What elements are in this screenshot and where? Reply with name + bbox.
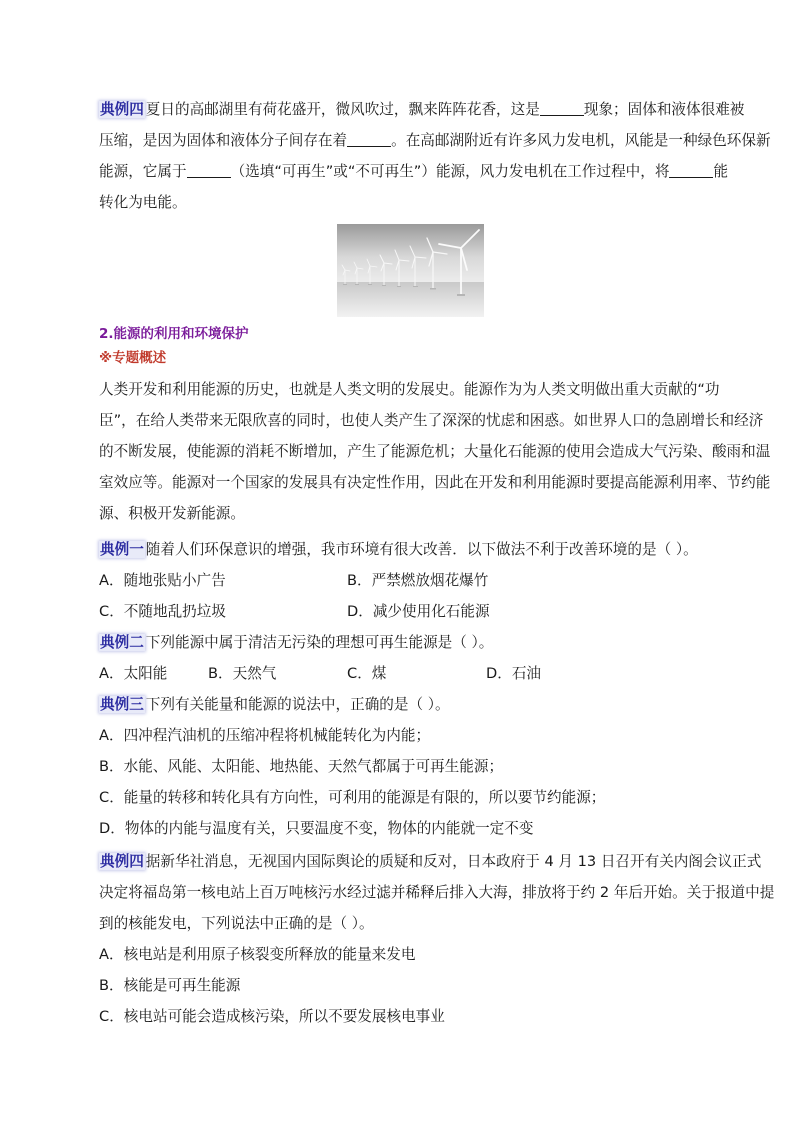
ex4b-line-1 bbox=[99, 852, 762, 872]
ex4a-text-3c: 能 bbox=[713, 163, 729, 180]
answer-blank[interactable] bbox=[669, 163, 713, 178]
wind-turbine-illustration bbox=[337, 224, 484, 317]
ex2-question-text: 下列能源中属于清洁无污染的理想可再生能源是（ ）。 bbox=[145, 634, 494, 651]
ex1-option-c[interactable]: C．不随地乱扔垃圾 bbox=[99, 603, 226, 620]
ex4b-text-3: 到的核能发电，下列说法中正确的是（ ）。 bbox=[99, 915, 374, 932]
ex4a-text-3a: 能源，它属于 bbox=[99, 163, 187, 180]
ex3-option-a[interactable]: A．四冲程汽油机的压缩冲程将机械能转化为内能； bbox=[99, 727, 431, 744]
section-title-text: 2.能源的利用和环境保护 bbox=[99, 326, 249, 342]
ex1-option-b[interactable]: B．严禁燃放烟花爆竹 bbox=[347, 572, 489, 589]
example-tag: 典例四 bbox=[100, 101, 144, 118]
overview-label-text: ※专题概述 bbox=[99, 350, 167, 366]
ex4b-option-b[interactable]: B．核能是可再生能源 bbox=[99, 977, 241, 994]
ex3-option-d[interactable]: D．物体的内能与温度有关，只要温度不变，物体的内能就一定不变 bbox=[99, 820, 534, 837]
section-title bbox=[99, 324, 739, 344]
ex2-option-d[interactable]: D．石油 bbox=[486, 665, 542, 682]
ex4b-option-a[interactable]: A．核电站是利用原子核裂变所释放的能量来发电 bbox=[99, 946, 416, 963]
ex4b-option-c[interactable]: C．核电站可能会造成核污染，所以不要发展核电事业 bbox=[99, 1008, 445, 1025]
overview-text-3: 的不断发展，使能源的消耗不断增加，产生了能源危机；大量化石能源的使用会造成大气污染、酸雨和温 bbox=[99, 443, 771, 460]
ex4b-text-2: 决定将福岛第一核电站上百万吨核污水经过滤并稀释后排入大海，排放将于约 2 年后开始。关于报道中提 bbox=[99, 884, 775, 901]
ex1-question bbox=[99, 540, 739, 560]
overview-para-line-5 bbox=[99, 504, 739, 524]
overview-text-2: 臣”，在给人类带来无限欣喜的同时，也使人类产生了深深的忧虑和困惑。如世界人口的急剧增长和经济 bbox=[99, 412, 764, 429]
ex3-question-text: 下列有关能量和能源的说法中，正确的是（ ）。 bbox=[145, 696, 450, 713]
ex1-question-text: 随着人们环保意识的增强，我市环境有很大改善．以下做法不利于改善环境的是（ ）。 bbox=[145, 541, 698, 558]
ex4a-text-3b: （选填“可再生”或“不可再生”）能源，风力发电机在工作过程中，将 bbox=[230, 163, 670, 180]
ex2-option-a[interactable]: A．太阳能 bbox=[99, 665, 168, 682]
ex1-option-a[interactable]: A．随地张贴小广告 bbox=[99, 572, 226, 589]
example-tag: 典例三 bbox=[100, 696, 144, 713]
answer-blank[interactable] bbox=[187, 163, 231, 178]
example-tag: 典例一 bbox=[100, 541, 144, 558]
answer-blank[interactable] bbox=[347, 132, 391, 147]
overview-text-5: 源、积极开发新能源。 bbox=[99, 505, 245, 522]
overview-para-line-4 bbox=[99, 473, 771, 493]
ex2-option-c[interactable]: C．煤 bbox=[347, 665, 387, 682]
example-tag: 典例四 bbox=[100, 853, 144, 870]
ex4a-text-1a: 夏日的高邮湖里有荷花盛开，微风吹过，飘来阵阵花香，这是 bbox=[145, 101, 540, 118]
ex4a-text-4: 转化为电能。 bbox=[99, 194, 187, 211]
overview-para-line-3 bbox=[99, 442, 771, 462]
ex3-option-c[interactable]: C．能量的转移和转化具有方向性，可利用的能源是有限的，所以要节约能源； bbox=[99, 789, 606, 806]
ex2-question bbox=[99, 633, 739, 653]
ex4a-line-3 bbox=[99, 162, 739, 182]
ex4b-text-1: 据新华社消息，无视国内国际舆论的质疑和反对，日本政府于 4 月 13 日召开有关内阁会议正式 bbox=[145, 853, 762, 870]
ex3-option-b[interactable]: B．水能、风能、太阳能、地热能、天然气都属于可再生能源； bbox=[99, 758, 504, 775]
wind-turbine-photo bbox=[337, 224, 484, 317]
ex4a-text-1b: 现象；固体和液体很难被 bbox=[583, 101, 745, 118]
ex3-question bbox=[99, 695, 739, 715]
ex4a-line-2 bbox=[99, 131, 771, 151]
overview-label bbox=[99, 348, 739, 368]
ex4a-line-4 bbox=[99, 193, 739, 213]
ex4a-text-2b: 。在高邮湖附近有许多风力发电机，风能是一种绿色环保新 bbox=[391, 132, 771, 149]
overview-text-4: 室效应等。能源对一个国家的发展具有决定性作用，因此在开发和利用能源时要提高能源利用率、节约能 bbox=[99, 474, 771, 491]
ex4b-line-2 bbox=[99, 883, 775, 903]
ex2-option-b[interactable]: B．天然气 bbox=[208, 665, 277, 682]
example-tag: 典例二 bbox=[100, 634, 144, 651]
ex4a-line-1 bbox=[99, 100, 745, 120]
overview-text-1: 人类开发和利用能源的历史，也就是人类文明的发展史。能源作为为人类文明做出重大贡献的“功 bbox=[99, 381, 720, 398]
ex4b-line-3 bbox=[99, 914, 739, 934]
overview-para-line-1 bbox=[99, 380, 739, 400]
ex4a-text-2a: 压缩，是因为固体和液体分子间存在着 bbox=[99, 132, 348, 149]
overview-para-line-2 bbox=[99, 411, 764, 431]
ex1-option-d[interactable]: D．减少使用化石能源 bbox=[347, 603, 490, 620]
answer-blank[interactable] bbox=[540, 101, 584, 116]
